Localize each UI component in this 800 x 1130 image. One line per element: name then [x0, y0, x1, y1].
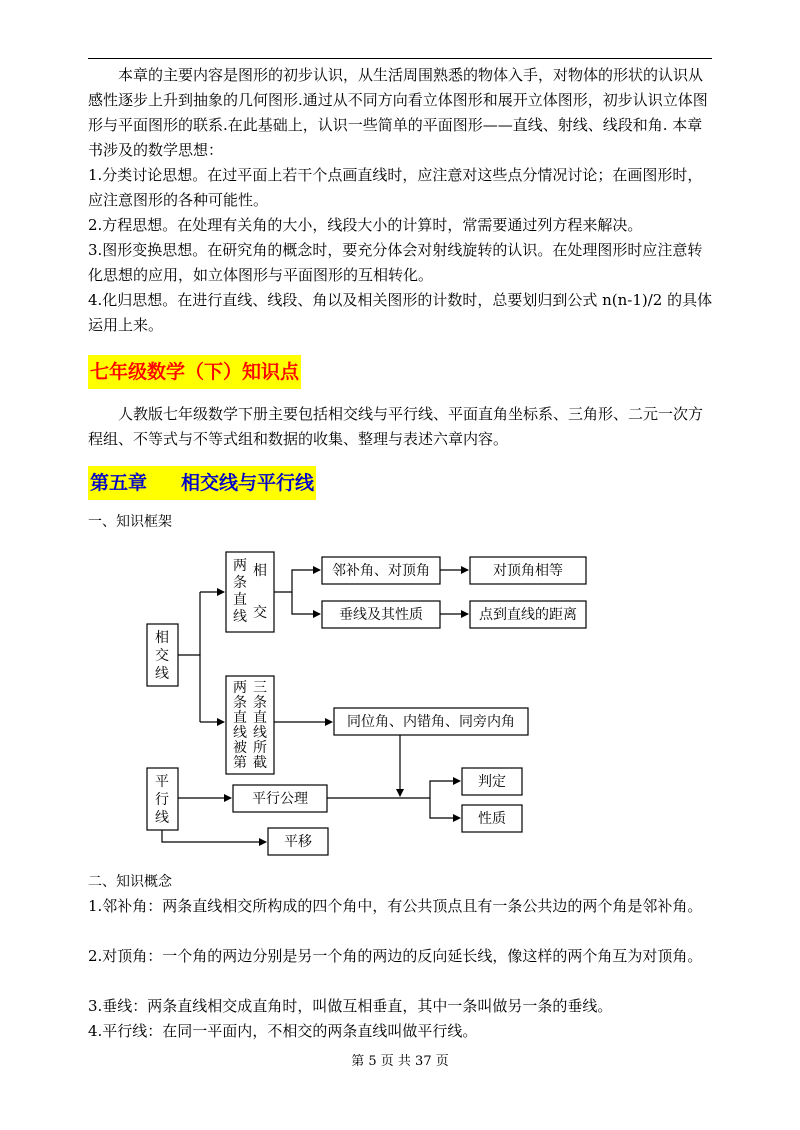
thought-item-4: 4.化归思想。在进行直线、线段、角以及相关图形的计数时，总要划归到公式 n(n-1)/2 的具体运用上来。 — [88, 291, 713, 334]
chapter-title: 相交线与平行线 — [181, 472, 315, 494]
label-panding: 判定 — [478, 774, 506, 790]
label-pingyi: 平移 — [284, 834, 312, 850]
label-gongli: 平行公理 — [252, 791, 308, 807]
sanxian-left-6: 第 — [233, 755, 247, 771]
thought-item-3: 3.图形变换思想。在研究角的概念时，要充分体会对射线旋转的认识。在处理图形时应注意转化思想的应用，如立体图形与平面图形的互相转化。 — [88, 241, 703, 284]
liangtiao-left-2: 条 — [233, 575, 247, 591]
concept-1: 1.邻补角：两条直线相交所构成的四个角中，有公共顶点且有一条公共边的两个角是邻补角。 — [88, 897, 703, 915]
label-chuixian: 垂线及其性质 — [339, 607, 423, 623]
xiangjiaoxian-char-3: 线 — [155, 666, 169, 682]
sanxian-left-2: 条 — [233, 695, 247, 711]
page-footer: 第 5 页 共 37 页 — [351, 1054, 449, 1069]
label-angles: 同位角、内错角、同旁内角 — [347, 714, 515, 730]
concepts-title: 二、知识概念 — [88, 874, 172, 890]
sanxian-right-4: 线 — [253, 725, 267, 741]
section-heading: 七年级数学（下）知识点 — [88, 355, 301, 389]
sanxian-left-4: 线 — [233, 725, 247, 741]
chapter-number: 第五章 — [90, 472, 148, 494]
xiangjiaoxian-char-2: 交 — [155, 648, 169, 664]
framework-title: 一、知识框架 — [88, 514, 172, 530]
thought-item-2: 2.方程思想。在处理有关角的大小，线段大小的计算时，常需要通过列方程来解决。 — [88, 216, 643, 234]
concept-4: 4.平行线：在同一平面内，不相交的两条直线叫做平行线。 — [88, 1022, 478, 1040]
sanxian-right-2: 条 — [253, 695, 267, 711]
sanxian-right-1: 三 — [253, 680, 267, 696]
liangtiao-right-2: 交 — [253, 605, 267, 621]
sanxian-right-3: 直 — [253, 710, 267, 726]
intro-paragraph: 本章的主要内容是图形的初步认识，从生活周围熟悉的物体入手，对物体的形状的认识从感性逐步上升到抽象的几何图形.通过从不同方向看立体图形和展开立体图形，初步认识立体图形与平面图形的联系.在此基础上，认识一些简单的平面图形——直线、射线、线段和角. 本章书涉及的数学思想： — [88, 66, 708, 159]
liangtiao-left-1: 两 — [233, 558, 247, 574]
thought-item-1: 1.分类讨论思想。在过平面上若干个点画直线时，应注意对这些点分情况讨论；在画图形时，应注意图形的各种可能性。 — [88, 166, 703, 209]
pingxingxian-char-1: 平 — [155, 774, 169, 790]
liangtiao-left-3: 直 — [233, 592, 247, 608]
pingxingxian-char-2: 行 — [155, 792, 169, 808]
sanxian-right-6: 截 — [253, 755, 267, 771]
liangtiao-left-4: 线 — [233, 609, 247, 625]
sanxian-right-5: 所 — [253, 740, 267, 756]
sanxian-left-3: 直 — [233, 710, 247, 726]
label-linbu: 邻补角、对顶角 — [332, 563, 430, 579]
liangtiao-right-1: 相 — [253, 563, 267, 579]
concept-3: 3.垂线：两条直线相交成直角时，叫做互相垂直，其中一条叫做另一条的垂线。 — [88, 997, 613, 1015]
label-duiding-equal: 对顶角相等 — [493, 563, 563, 579]
sanxian-left-5: 被 — [233, 740, 247, 756]
sanxian-left-1: 两 — [233, 680, 247, 696]
xiangjiaoxian-char-1: 相 — [155, 630, 169, 646]
label-xingzhi: 性质 — [478, 811, 506, 827]
section-intro: 人教版七年级数学下册主要包括相交线与平行线、平面直角坐标系、三角形、二元一次方程组、不等式与不等式组和数据的收集、整理与表述六章内容。 — [88, 405, 704, 448]
pingxingxian-char-3: 线 — [155, 810, 169, 826]
concept-2: 2.对顶角：一个角的两边分别是另一个角的两边的反向延长线，像这样的两个角互为对顶角。 — [88, 947, 703, 965]
label-distance: 点到直线的距离 — [479, 607, 577, 623]
